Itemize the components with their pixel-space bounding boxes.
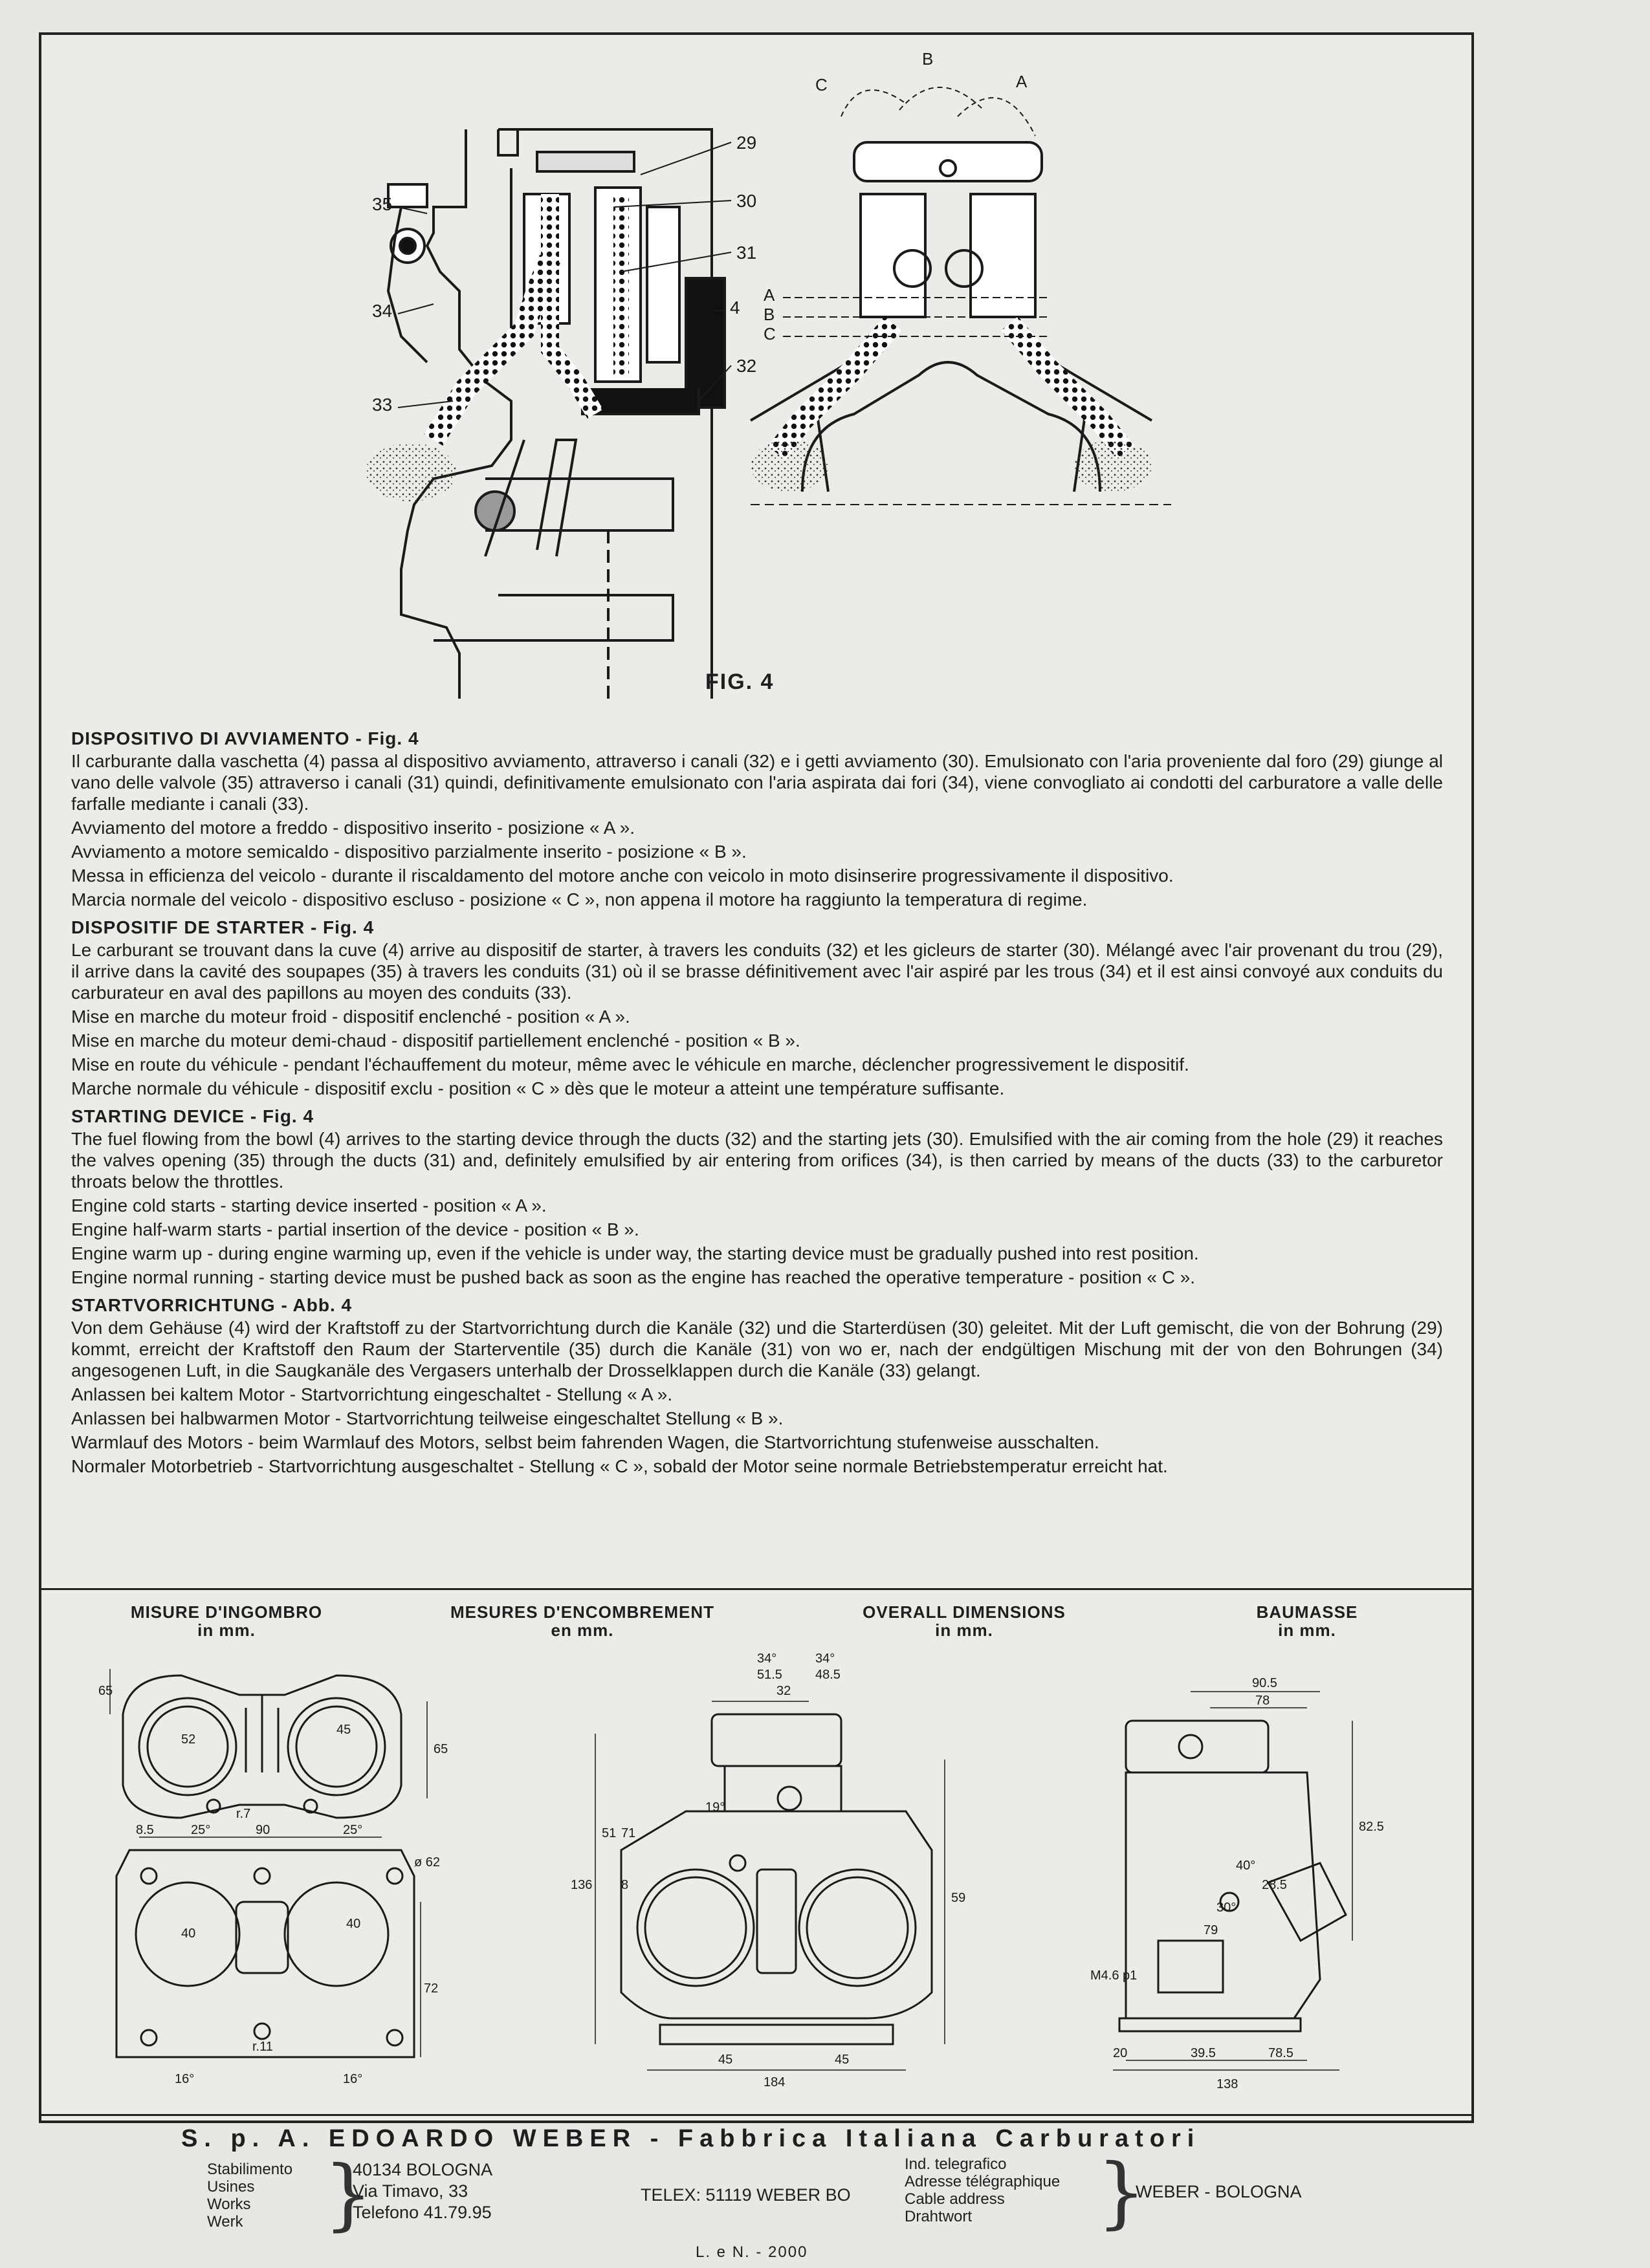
section-english — [71, 1106, 1443, 1288]
front-view-drawing — [621, 1714, 932, 2044]
mode-line: Engine half-warm starts - partial insertion of the device - position « B ». — [71, 1219, 639, 1239]
flange-dimensions — [98, 1684, 448, 2086]
section-title: DISPOSITIVO DI AVVIAMENTO - Fig. 4 — [71, 728, 419, 748]
svg-text:25°: 25° — [343, 1823, 363, 1837]
svg-text:78: 78 — [1255, 1694, 1270, 1708]
svg-text:31: 31 — [736, 243, 757, 263]
svg-text:90: 90 — [256, 1823, 270, 1837]
svg-text:65: 65 — [98, 1684, 113, 1698]
divider — [41, 1588, 1471, 1590]
svg-text:82.5: 82.5 — [1359, 1820, 1384, 1834]
mode-line: Anlassen bei halbwarmen Motor - Startvorrichtung teilweise eingeschaltet Stellung « B ». — [71, 1408, 784, 1428]
section-title: STARTVORRICHTUNG - Abb. 4 — [71, 1295, 353, 1315]
svg-text:29: 29 — [736, 133, 757, 153]
mode-line: Marcia normale del veicolo - dispositivo escluso - posizione « C », non appena il motore ha raggiunto la temperatura di regime. — [71, 889, 1088, 910]
mode-line: Marche normale du véhicule - dispositif exclu - position « C » dès que le moteur a atteint une température suffisante. — [71, 1078, 1005, 1098]
svg-text:30: 30 — [736, 191, 757, 211]
figure-caption: FIG. 4 — [705, 670, 775, 694]
svg-text:16°: 16° — [343, 2072, 363, 2086]
dimension-drawings — [91, 1652, 1424, 2096]
svg-text:20: 20 — [1113, 2046, 1128, 2060]
svg-text:r.11: r.11 — [252, 2040, 273, 2054]
svg-text:32: 32 — [736, 356, 757, 376]
svg-text:65: 65 — [434, 1742, 448, 1756]
mode-line: Avviamento del motore a freddo - dispositivo inserito - posizione « A ». — [71, 818, 635, 838]
section-intro: Le carburant se trouvant dans la cuve (4) arrive au dispositif de starter, à travers les conduits (32) et les gicleurs de starter (30). Mélangé avec l'air provenant du trou (29), il arrive dans la cavité des soupapes (35) à travers les conduits (31) où il se brasse définitivement avec l'air aspiré par les trous (34) et il est ainsi convoyé aux conduits du carburateur en aval des papillons au moyen des conduits (33). — [71, 940, 1443, 1003]
svg-text:39.5: 39.5 — [1191, 2046, 1216, 2060]
svg-text:40: 40 — [181, 1926, 196, 1941]
svg-text:78.5: 78.5 — [1268, 2046, 1293, 2060]
svg-text:4: 4 — [730, 298, 740, 318]
svg-text:45: 45 — [718, 2053, 733, 2067]
section-intro: Il carburante dalla vaschetta (4) passa al dispositivo avviamento, attraverso i canali (32) e i getti avviamento (30). Emulsionato con l'aria proveniente dal foro (29) giunge al vano delle valvole (35) attraverso i canali (31) quindi, definitivamente emulsionato con l'aria aspirata dai fori (34), viene convogliato ai condotti del carburatore a valle delle farfalle mediante i canali (33). — [71, 751, 1443, 814]
dimensions-title-french: MESURES D'ENCOMBREMENT en mm. — [450, 1602, 715, 1640]
mode-line: Engine normal running - starting device must be pushed back as soon as the engine has reached the operative temperature - position « C ». — [71, 1267, 1196, 1287]
svg-text:B: B — [922, 49, 934, 69]
svg-text:ø 62: ø 62 — [414, 1855, 441, 1870]
svg-text:40: 40 — [346, 1917, 361, 1931]
address: 40134 BOLOGNA Via Timavo, 33 Telefono 41.79.95 — [353, 2160, 493, 2222]
svg-text:r.7: r.7 — [236, 1807, 251, 1821]
dimensions-title-english: OVERALL DIMENSIONS in mm. — [863, 1602, 1066, 1640]
svg-text:138: 138 — [1216, 2077, 1238, 2091]
mode-line: Mise en marche du moteur froid - dispositif enclenché - position « A ». — [71, 1007, 630, 1027]
svg-text:8.5: 8.5 — [136, 1823, 154, 1837]
svg-text:34°: 34° — [757, 1652, 777, 1666]
flange-drawing — [116, 1675, 414, 2057]
mode-line: Normaler Motorbetrieb - Startvorrichtung ausgeschaltet - Stellung « C », sobald der Motor seine normale Betriebstemperatur erreicht hat. — [71, 1456, 1168, 1476]
svg-text:51.5: 51.5 — [757, 1668, 782, 1682]
mode-line: Mise en route du véhicule - pendant l'échauffement du moteur, même avec le véhicule en marche, déclencher progressivement le dispositif. — [71, 1054, 1189, 1074]
svg-text:33: 33 — [372, 395, 393, 415]
svg-text:35: 35 — [372, 194, 393, 214]
section-title: STARTING DEVICE - Fig. 4 — [71, 1106, 314, 1126]
telegraph-labels: Ind. telegrafico Adresse télégraphique Cable address Drahtwort — [905, 2155, 1061, 2225]
svg-text:59: 59 — [951, 1891, 966, 1905]
svg-text:45: 45 — [336, 1723, 351, 1737]
svg-text:C: C — [815, 75, 828, 94]
svg-text:51: 51 — [602, 1826, 617, 1840]
svg-text:C: C — [764, 324, 776, 343]
svg-text:28.5: 28.5 — [1262, 1878, 1287, 1892]
mode-line: Engine warm up - during engine warming up, even if the vehicle is under way, the starting device must be gradually pushed into rest position. — [71, 1243, 1199, 1263]
svg-text:52: 52 — [181, 1732, 196, 1747]
dimensions-title-italian: MISURE D'INGOMBRO in mm. — [130, 1602, 323, 1640]
telegraph-address: WEBER - BOLOGNA — [1136, 2182, 1302, 2201]
section-french — [71, 917, 1443, 1099]
dimensions-title-german: BAUMASSE in mm. — [1256, 1602, 1358, 1640]
mode-line: Warmlauf des Motors - beim Warmlauf des Motors, selbst beim fahrenden Wagen, die Startvorrichtung stufenweise ausschalten. — [71, 1432, 1099, 1452]
svg-text:72: 72 — [424, 1981, 439, 1996]
svg-text:8: 8 — [621, 1878, 629, 1892]
mode-line: Anlassen bei kaltem Motor - Startvorrichtung eingeschaltet - Stellung « A ». — [71, 1384, 673, 1404]
svg-text:M4.6 p1: M4.6 p1 — [1090, 1968, 1138, 1983]
section-german — [71, 1294, 1443, 1477]
section-title: DISPOSITIF DE STARTER - Fig. 4 — [71, 917, 375, 937]
svg-text:90.5: 90.5 — [1252, 1676, 1277, 1690]
section-italian — [71, 728, 1443, 910]
svg-text:A: A — [1016, 72, 1028, 91]
svg-text:34°: 34° — [815, 1652, 835, 1666]
svg-text:71: 71 — [621, 1826, 636, 1840]
svg-text:19°: 19° — [705, 1800, 725, 1815]
svg-text:B: B — [764, 305, 775, 324]
mode-line: Avviamento a motore semicaldo - dispositivo parzialmente inserito - posizione « B ». — [71, 842, 747, 862]
brace-icon: } — [324, 2150, 373, 2240]
telex: TELEX: 51119 WEBER BO — [641, 2185, 851, 2205]
svg-text:45: 45 — [835, 2053, 850, 2067]
svg-text:34: 34 — [372, 301, 393, 321]
svg-text:79: 79 — [1204, 1923, 1218, 1937]
svg-text:40°: 40° — [1236, 1859, 1256, 1873]
plant-labels: Stabilimento Usines Works Werk — [207, 2161, 293, 2230]
page-code: L. e N. - 2000 — [696, 2243, 808, 2261]
svg-text:16°: 16° — [175, 2072, 195, 2086]
svg-text:30°: 30° — [1216, 1901, 1237, 1915]
instructions-text — [71, 728, 1443, 1483]
svg-text:48.5: 48.5 — [815, 1668, 841, 1682]
svg-text:136: 136 — [571, 1878, 593, 1892]
mode-line: Engine cold starts - starting device inserted - position « A ». — [71, 1195, 547, 1216]
svg-text:25°: 25° — [191, 1823, 211, 1837]
company-name: S. p. A. EDOARDO WEBER - Fabbrica Italiana Carburatori — [181, 2125, 1201, 2152]
svg-text:184: 184 — [764, 2075, 786, 2089]
side-view-dimensions — [1090, 1676, 1384, 2091]
svg-text:32: 32 — [776, 1684, 791, 1698]
divider — [41, 2114, 1471, 2116]
brace-icon: } — [1097, 2148, 1147, 2238]
section-intro: The fuel flowing from the bowl (4) arrives to the starting device through the ducts (32) and the starting jets (30). Emulsified with the air coming from the hole (29) it reaches the valves opening (35) through the ducts (31) and, definitely emulsified by air entering from orifices (34), is then carried by means of the ducts (33) to the carburetor throats below the throttles. — [71, 1129, 1443, 1192]
mode-line: Messa in efficienza del veicolo - durante il riscaldamento del motore anche con veicolo in moto disinserire progressivamente il dispositivo. — [71, 866, 1174, 886]
figure-4-starting-device-diagram — [336, 49, 1178, 705]
mode-line: Mise en marche du moteur demi-chaud - dispositif partiellement enclenché - position « B ». — [71, 1030, 800, 1051]
side-view-drawing — [1119, 1721, 1346, 2031]
svg-text:A: A — [764, 285, 775, 305]
section-intro: Von dem Gehäuse (4) wird der Kraftstoff zu der Startvorrichtung durch die Kanäle (32) und die Starterdüsen (30) geleitet. Mit der Luft gemischt, die von der Bohrung (29) kommt, erreicht der Kraftstoff den Raum der Starterventile (35) durch die Kanäle (31) von wo er, nach der endgültigen Mischung mit der von den Bohrungen (34) angesogenen Luft, in die Saugkanäle des Vergasers unterhalb der Drosselklappen durch die Kanäle (33) gelangt. — [71, 1318, 1443, 1380]
